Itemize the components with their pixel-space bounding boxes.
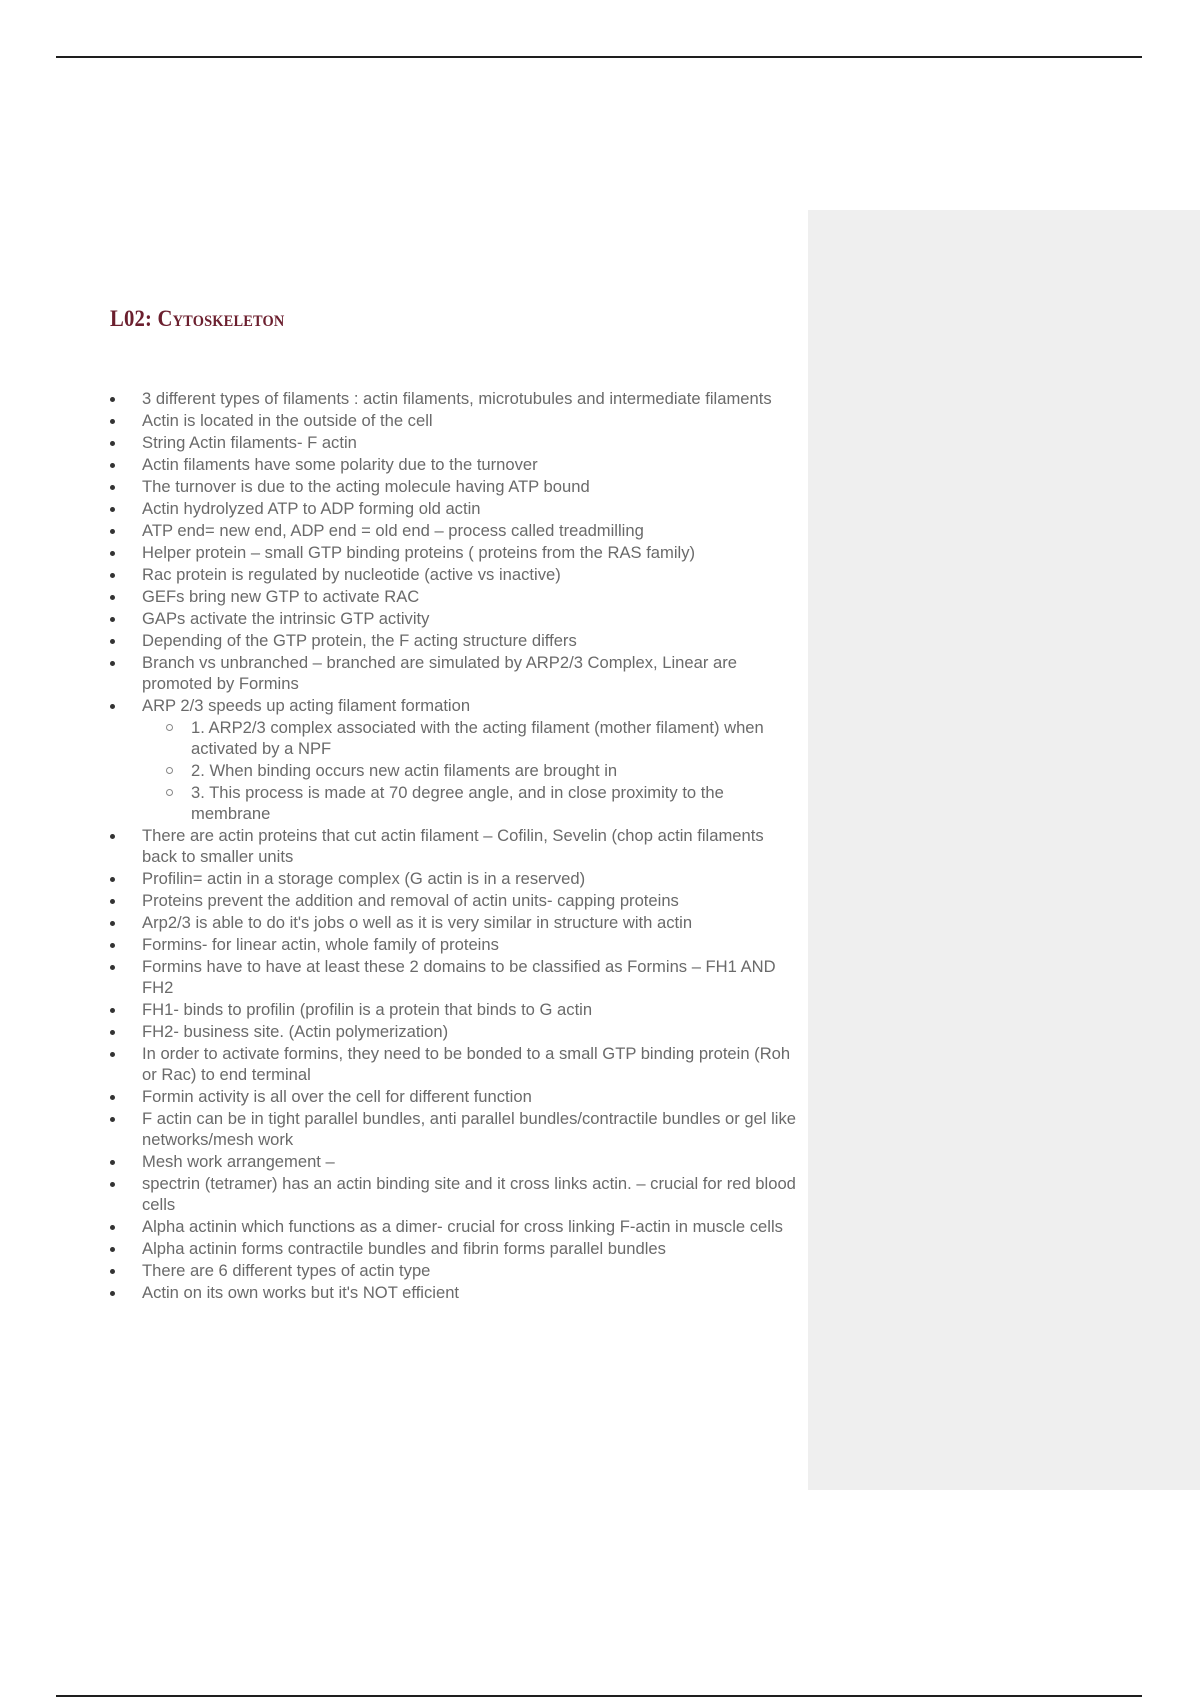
- list-item: [110, 1238, 800, 1259]
- list-item: [110, 388, 800, 409]
- list-item: [110, 999, 800, 1020]
- list-item: [110, 1173, 800, 1215]
- list-item-text: spectrin (tetramer) has an actin binding site and it cross links actin. – crucial for red blood cells: [142, 1174, 796, 1214]
- list-item-text: Actin hydrolyzed ATP to ADP forming old actin: [142, 499, 481, 518]
- list-item-text: Depending of the GTP protein, the F acting structure differs: [142, 631, 577, 650]
- list-item: [110, 868, 800, 889]
- list-item-text: Alpha actinin forms contractile bundles and fibrin forms parallel bundles: [142, 1239, 666, 1258]
- bullet-list: [110, 388, 800, 1304]
- list-item: [110, 542, 800, 563]
- header-rule: [56, 56, 1142, 58]
- list-item-text: Actin is located in the outside of the cell: [142, 411, 433, 430]
- bullet-dot-icon: [110, 1269, 115, 1274]
- list-item-text: GAPs activate the intrinsic GTP activity: [142, 609, 430, 628]
- sub-list-item-text: 1. ARP2/3 complex associated with the acting filament (mother filament) when activated by a NPF: [191, 718, 764, 758]
- list-item: [110, 912, 800, 933]
- list-item-text: The turnover is due to the acting molecule having ATP bound: [142, 477, 590, 496]
- list-item-text: Alpha actinin which functions as a dimer- crucial for cross linking F-actin in muscle cells: [142, 1217, 783, 1236]
- bullet-dot-icon: [110, 529, 115, 534]
- list-item: [110, 1151, 800, 1172]
- bullet-dot-icon: [110, 899, 115, 904]
- list-item-text: Profilin= actin in a storage complex (G actin is in a reserved): [142, 869, 586, 888]
- list-item: [110, 476, 800, 497]
- list-item-text: Actin on its own works but it's NOT efficient: [142, 1283, 460, 1302]
- list-item-text: Formin activity is all over the cell for different function: [142, 1087, 532, 1106]
- list-item: [110, 1086, 800, 1107]
- bullet-dot-icon: [110, 1291, 115, 1296]
- bullet-dot-icon: [110, 1095, 115, 1100]
- bullet-dot-icon: [110, 485, 115, 490]
- list-item-text: Proteins prevent the addition and removal of actin units- capping proteins: [142, 891, 679, 910]
- list-item-text: In order to activate formins, they need to be bonded to a small GTP binding protein (Roh or Rac) to end terminal: [142, 1044, 791, 1084]
- bullet-dot-icon: [110, 704, 115, 709]
- list-item-text: Actin filaments have some polarity due to the turnover: [142, 455, 538, 474]
- bullet-dot-icon: [110, 617, 115, 622]
- bullet-dot-icon: [110, 1182, 115, 1187]
- bullet-dot-icon: [110, 397, 115, 402]
- list-item-text: ATP end= new end, ADP end = old end – process called treadmilling: [142, 521, 644, 540]
- bullet-dot-icon: [110, 877, 115, 882]
- sub-list-item: [110, 782, 800, 824]
- list-item-text: ARP 2/3 speeds up acting filament formation: [142, 696, 471, 715]
- list-item: [110, 1216, 800, 1237]
- sub-list-item: [110, 760, 800, 781]
- bullet-dot-icon: [110, 1117, 115, 1122]
- list-item: [110, 432, 800, 453]
- bullet-dot-icon: [110, 463, 115, 468]
- bullet-dot-icon: [110, 921, 115, 926]
- list-item-text: There are actin proteins that cut actin filament – Cofilin, Sevelin (chop actin filaments back to smaller units: [142, 826, 764, 866]
- list-item-text: FH2- business site. (Actin polymerization): [142, 1022, 449, 1041]
- bullet-dot-icon: [110, 551, 115, 556]
- bullet-dot-icon: [110, 1160, 115, 1165]
- list-item: [110, 454, 800, 475]
- sub-list-item: [110, 717, 800, 759]
- list-item-text: Mesh work arrangement –: [142, 1152, 335, 1171]
- list-item: [110, 630, 800, 651]
- list-item: [110, 586, 800, 607]
- sub-list-item-text: 3. This process is made at 70 degree angle, and in close proximity to the membrane: [191, 783, 724, 823]
- bullet-dot-icon: [110, 1030, 115, 1035]
- list-item-text: FH1- binds to profilin (profilin is a protein that binds to G actin: [142, 1000, 593, 1019]
- bullet-dot-icon: [110, 1052, 115, 1057]
- hollow-bullet-icon: [166, 767, 173, 774]
- list-item: [110, 498, 800, 519]
- list-item: [110, 1043, 800, 1085]
- bullet-dot-icon: [110, 943, 115, 948]
- list-item: [110, 890, 800, 911]
- sub-list-item-text: 2. When binding occurs new actin filaments are brought in: [191, 761, 618, 780]
- list-item-text: Helper protein – small GTP binding proteins ( proteins from the RAS family): [142, 543, 696, 562]
- bullet-dot-icon: [110, 573, 115, 578]
- list-item: [110, 410, 800, 431]
- hollow-bullet-icon: [166, 724, 173, 731]
- footer-rule: [56, 1695, 1142, 1697]
- bullet-dot-icon: [110, 595, 115, 600]
- list-item: [110, 934, 800, 955]
- bullet-dot-icon: [110, 507, 115, 512]
- list-item: [110, 1260, 800, 1281]
- list-item-text: Arp2/3 is able to do it's jobs o well as it is very similar in structure with actin: [142, 913, 693, 932]
- bullet-dot-icon: [110, 965, 115, 970]
- list-item: [110, 825, 800, 867]
- list-item-text: String Actin filaments- F actin: [142, 433, 357, 452]
- list-item: [110, 1021, 800, 1042]
- list-item: [110, 1108, 800, 1150]
- bullet-dot-icon: [110, 1008, 115, 1013]
- bullet-dot-icon: [110, 639, 115, 644]
- bullet-dot-icon: [110, 834, 115, 839]
- bullet-dot-icon: [110, 661, 115, 666]
- list-item: [110, 520, 800, 541]
- list-item: [110, 608, 800, 629]
- list-item-text: Formins have to have at least these 2 domains to be classified as Formins – FH1 AND FH2: [142, 957, 776, 997]
- list-item-text: F actin can be in tight parallel bundles, anti parallel bundles/contractile bundles or gel like networks/mesh work: [142, 1109, 797, 1149]
- bullet-dot-icon: [110, 441, 115, 446]
- list-item-text: GEFs bring new GTP to activate RAC: [142, 587, 420, 606]
- bullet-dot-icon: [110, 419, 115, 424]
- list-item: [110, 695, 800, 716]
- bullet-dot-icon: [110, 1225, 115, 1230]
- list-item: [110, 652, 800, 694]
- list-item: [110, 1282, 800, 1303]
- list-item-text: Branch vs unbranched – branched are simulated by ARP2/3 Complex, Linear are promoted by Formins: [142, 653, 737, 693]
- list-item-text: There are 6 different types of actin type: [142, 1261, 431, 1280]
- list-item-text: Formins- for linear actin, whole family of proteins: [142, 935, 499, 954]
- list-item: [110, 956, 800, 998]
- bullet-dot-icon: [110, 1247, 115, 1252]
- page-title: L02: Cytoskeleton: [110, 306, 285, 331]
- list-item-text: Rac protein is regulated by nucleotide (active vs inactive): [142, 565, 561, 584]
- comment-margin-panel: [808, 210, 1200, 1490]
- hollow-bullet-icon: [166, 789, 173, 796]
- list-item: [110, 564, 800, 585]
- list-item-text: 3 different types of filaments : actin filaments, microtubules and intermediate filaments: [142, 389, 772, 408]
